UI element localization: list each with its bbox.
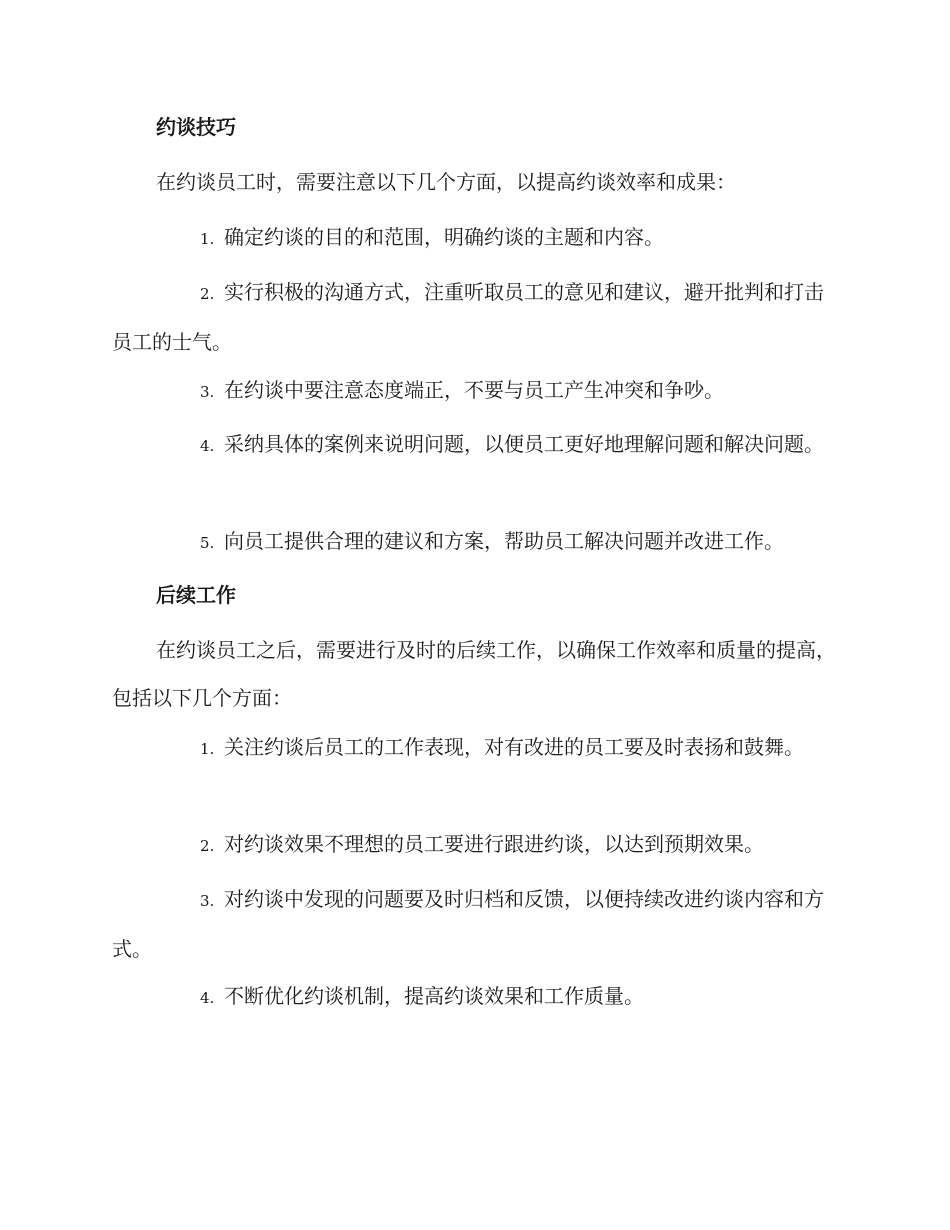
list-item <box>112 268 840 366</box>
list-item <box>112 366 840 416</box>
list-item-text: 实行积极的沟通方式，注重听取员工的意见和建议，避开批判和打击员工的士气。 <box>112 280 824 354</box>
section-intro-follow-up: 在约谈员工之后，需要进行及时的后续工作，以确保工作效率和质量的提高，包括以下几个方面： <box>112 638 836 710</box>
section-intro-interview-skills: 在约谈员工时，需要注意以下几个方面，以提高约谈效率和成果： <box>156 170 736 194</box>
list-item-text: 向员工提供合理的建议和方案，帮助员工解决问题并改进工作。 <box>224 529 784 553</box>
list-number: 2. <box>200 285 215 303</box>
list-item <box>112 517 840 567</box>
list-number: 4. <box>200 437 215 455</box>
list-item <box>112 723 840 773</box>
list-item-text: 在约谈中要注意态度端正，不要与员工产生冲突和争吵。 <box>224 378 724 402</box>
list-item-text: 确定约谈的目的和范围，明确约谈的主题和内容。 <box>224 225 664 249</box>
list-number: 4. <box>200 989 215 1007</box>
list-item <box>112 972 840 1022</box>
list-item <box>112 420 840 470</box>
list-number: 1. <box>200 740 215 758</box>
list-item <box>112 820 840 870</box>
list-item-text: 采纳具体的案例来说明问题，以便员工更好地理解问题和解决问题。 <box>224 432 824 456</box>
list-item <box>112 213 840 263</box>
list-item-text: 对约谈中发现的问题要及时归档和反馈，以便持续改进约谈内容和方式。 <box>112 887 824 961</box>
list-item-text: 对约谈效果不理想的员工要进行跟进约谈，以达到预期效果。 <box>224 832 764 856</box>
list-item-text: 关注约谈后员工的工作表现，对有改进的员工要及时表扬和鼓舞。 <box>224 735 804 759</box>
list-number: 5. <box>200 534 215 552</box>
section-heading-interview-skills: 约谈技巧 <box>156 115 236 139</box>
section-heading-follow-up: 后续工作 <box>156 583 236 607</box>
list-item <box>112 875 840 973</box>
list-number: 2. <box>200 837 215 855</box>
list-number: 3. <box>200 892 215 910</box>
list-number: 1. <box>200 230 215 248</box>
list-item-text: 不断优化约谈机制，提高约谈效果和工作质量。 <box>224 984 644 1008</box>
list-number: 3. <box>200 383 215 401</box>
